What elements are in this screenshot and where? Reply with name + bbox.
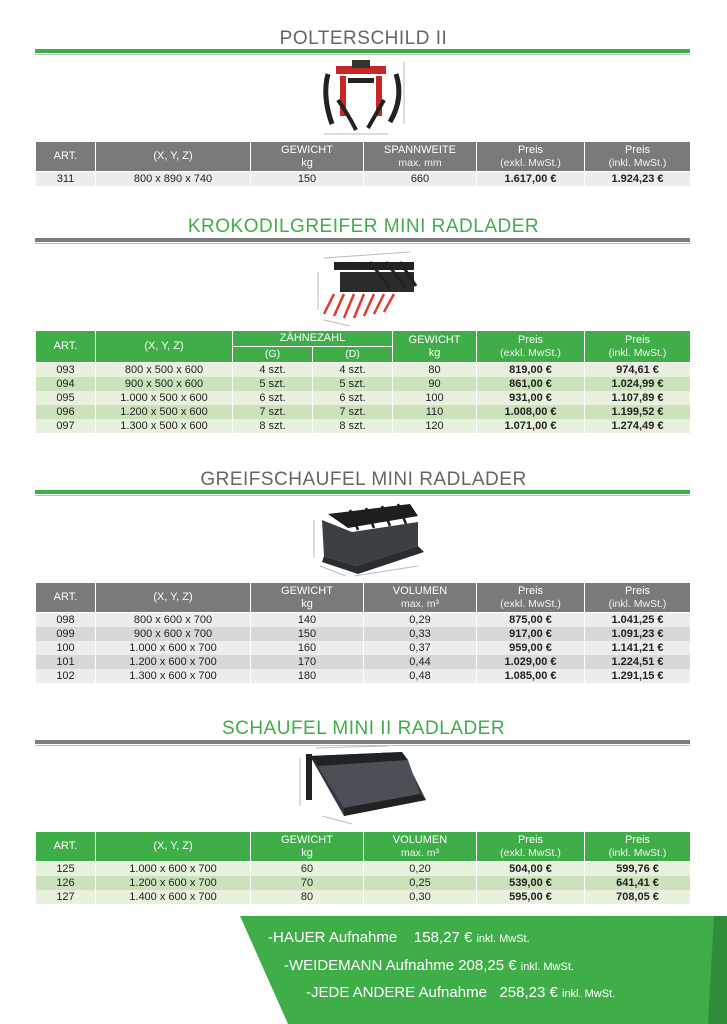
cell-preis-exkl: 819,00 € bbox=[477, 363, 585, 378]
header-gewicht: GEWICHT kg bbox=[251, 583, 364, 613]
cell-preis-inkl: 974,61 € bbox=[585, 363, 691, 378]
price-table-schaufel bbox=[35, 831, 691, 904]
section-divider bbox=[35, 238, 690, 244]
cell-gewicht: 80 bbox=[251, 890, 364, 904]
header-zaehne-d: (D) bbox=[313, 347, 393, 363]
cell-zaehne-g: 5 szt. bbox=[233, 377, 313, 391]
cell-art: 101 bbox=[36, 655, 96, 669]
cell-spannweite: 660 bbox=[364, 172, 477, 187]
table-row bbox=[36, 419, 691, 433]
table-row bbox=[36, 377, 691, 391]
section-title-krokodilgreifer: KROKODILGREIFER MINI RADLADER bbox=[187, 216, 540, 237]
cell-gewicht: 60 bbox=[251, 862, 364, 877]
cell-preis-inkl: 1.091,23 € bbox=[585, 627, 691, 641]
cell-volumen: 0,30 bbox=[364, 890, 477, 904]
cell-preis-exkl: 861,00 € bbox=[477, 377, 585, 391]
cell-dims: 1.000 x 500 x 600 bbox=[96, 391, 233, 405]
polterschild-image bbox=[318, 56, 410, 138]
cell-art: 098 bbox=[36, 613, 96, 628]
cell-gewicht: 150 bbox=[251, 627, 364, 641]
cell-art: 100 bbox=[36, 641, 96, 655]
header-art: ART. bbox=[36, 331, 96, 363]
cell-preis-exkl: 504,00 € bbox=[477, 862, 585, 877]
cell-dims: 1.400 x 600 x 700 bbox=[96, 890, 251, 904]
cell-volumen: 0,48 bbox=[364, 669, 477, 683]
cell-dims: 900 x 500 x 600 bbox=[96, 377, 233, 391]
cell-preis-exkl: 959,00 € bbox=[477, 641, 585, 655]
section-title-schaufel: SCHAUFEL MINI II RADLADER bbox=[221, 718, 506, 739]
cell-dims: 800 x 500 x 600 bbox=[96, 363, 233, 378]
cell-volumen: 0,25 bbox=[364, 876, 477, 890]
table-row bbox=[36, 876, 691, 890]
cell-gewicht: 170 bbox=[251, 655, 364, 669]
cell-gewicht: 70 bbox=[251, 876, 364, 890]
table-row bbox=[36, 613, 691, 628]
table-row bbox=[36, 655, 691, 669]
footer-item-hauer: -HAUER Aufnahme 158,27 € inkl. MwSt. bbox=[268, 929, 530, 946]
header-gewicht: GEWICHT kg bbox=[251, 142, 364, 172]
header-dims: (X, Y, Z) bbox=[96, 142, 251, 172]
cell-preis-inkl: 708,05 € bbox=[585, 890, 691, 904]
header-art: ART. bbox=[36, 832, 96, 862]
cell-preis-inkl: 1.924,23 € bbox=[585, 172, 691, 187]
price-table-greifschaufel bbox=[35, 582, 691, 683]
cell-zaehne-d: 7 szt. bbox=[313, 405, 393, 419]
header-dims: (X, Y, Z) bbox=[96, 583, 251, 613]
cell-preis-exkl: 1.071,00 € bbox=[477, 419, 585, 433]
header-art: ART. bbox=[36, 142, 96, 172]
table-row bbox=[36, 391, 691, 405]
cell-art: 127 bbox=[36, 890, 96, 904]
cell-volumen: 0,33 bbox=[364, 627, 477, 641]
cell-art: 311 bbox=[36, 172, 96, 187]
header-volumen: VOLUMEN max. m³ bbox=[364, 583, 477, 613]
accessory-price-banner bbox=[240, 916, 727, 1024]
cell-art: 125 bbox=[36, 862, 96, 877]
cell-gewicht: 120 bbox=[393, 419, 477, 433]
cell-dims: 1.200 x 500 x 600 bbox=[96, 405, 233, 419]
footer-item-weidemann: -WEIDEMANN Aufnahme 208,25 € inkl. MwSt. bbox=[284, 957, 574, 974]
section-title-greifschaufel: GREIFSCHAUFEL MINI RADLADER bbox=[200, 469, 527, 490]
price-table-polterschild bbox=[35, 141, 691, 186]
cell-preis-exkl: 539,00 € bbox=[477, 876, 585, 890]
cell-zaehne-d: 4 szt. bbox=[313, 363, 393, 378]
cell-gewicht: 180 bbox=[251, 669, 364, 683]
cell-volumen: 0,44 bbox=[364, 655, 477, 669]
cell-dims: 900 x 600 x 700 bbox=[96, 627, 251, 641]
cell-preis-exkl: 875,00 € bbox=[477, 613, 585, 628]
cell-preis-inkl: 1.291,15 € bbox=[585, 669, 691, 683]
greifschaufel-image bbox=[306, 496, 426, 580]
section-divider bbox=[35, 49, 690, 55]
cell-art: 097 bbox=[36, 419, 96, 433]
cell-preis-inkl: 1.107,89 € bbox=[585, 391, 691, 405]
table-row bbox=[36, 627, 691, 641]
cell-preis-exkl: 1.008,00 € bbox=[477, 405, 585, 419]
cell-volumen: 0,37 bbox=[364, 641, 477, 655]
cell-dims: 800 x 600 x 700 bbox=[96, 613, 251, 628]
cell-preis-inkl: 1.141,21 € bbox=[585, 641, 691, 655]
header-art: ART. bbox=[36, 583, 96, 613]
cell-preis-exkl: 1.029,00 € bbox=[477, 655, 585, 669]
table-row bbox=[36, 405, 691, 419]
cell-art: 094 bbox=[36, 377, 96, 391]
header-preis-inkl: Preis (inkl. MwSt.) bbox=[585, 142, 691, 172]
footer-item-jede-andere: -JEDE ANDERE Aufnahme 258,23 € inkl. MwSt. bbox=[306, 984, 616, 1001]
cell-preis-inkl: 599,76 € bbox=[585, 862, 691, 877]
cell-art: 093 bbox=[36, 363, 96, 378]
header-preis-inkl: Preis (inkl. MwSt.) bbox=[585, 331, 691, 363]
header-preis-exkl: Preis (exkl. MwSt.) bbox=[477, 331, 585, 363]
cell-preis-inkl: 1.041,25 € bbox=[585, 613, 691, 628]
price-table-krokodilgreifer bbox=[35, 330, 691, 433]
header-gewicht: GEWICHT kg bbox=[393, 331, 477, 363]
header-preis-exkl: Preis (exkl. MwSt.) bbox=[477, 832, 585, 862]
cell-gewicht: 100 bbox=[393, 391, 477, 405]
cell-preis-inkl: 1.199,52 € bbox=[585, 405, 691, 419]
table-row bbox=[36, 669, 691, 683]
schaufel-image bbox=[292, 744, 432, 826]
cell-gewicht: 110 bbox=[393, 405, 477, 419]
table-row bbox=[36, 172, 691, 187]
header-spannweite: SPANNWEITE max. mm bbox=[364, 142, 477, 172]
cell-zaehne-d: 8 szt. bbox=[313, 419, 393, 433]
cell-zaehne-g: 8 szt. bbox=[233, 419, 313, 433]
cell-art: 095 bbox=[36, 391, 96, 405]
cell-dims: 1.000 x 600 x 700 bbox=[96, 862, 251, 877]
cell-dims: 1.300 x 500 x 600 bbox=[96, 419, 233, 433]
cell-preis-inkl: 1.224,51 € bbox=[585, 655, 691, 669]
cell-preis-exkl: 917,00 € bbox=[477, 627, 585, 641]
cell-gewicht: 90 bbox=[393, 377, 477, 391]
header-preis-inkl: Preis (inkl. MwSt.) bbox=[585, 832, 691, 862]
header-preis-exkl: Preis (exkl. MwSt.) bbox=[477, 142, 585, 172]
cell-art: 096 bbox=[36, 405, 96, 419]
header-zaehnezahl: ZÄHNEZAHL bbox=[233, 331, 393, 347]
cell-preis-exkl: 1.617,00 € bbox=[477, 172, 585, 187]
krokodilgreifer-image bbox=[310, 248, 422, 328]
cell-dims: 1.300 x 600 x 700 bbox=[96, 669, 251, 683]
table-row bbox=[36, 641, 691, 655]
table-row bbox=[36, 363, 691, 378]
header-preis-inkl: Preis (inkl. MwSt.) bbox=[585, 583, 691, 613]
cell-preis-exkl: 931,00 € bbox=[477, 391, 585, 405]
cell-zaehne-d: 5 szt. bbox=[313, 377, 393, 391]
cell-gewicht: 140 bbox=[251, 613, 364, 628]
cell-preis-inkl: 641,41 € bbox=[585, 876, 691, 890]
table-row bbox=[36, 862, 691, 877]
cell-dims: 1.200 x 600 x 700 bbox=[96, 876, 251, 890]
cell-gewicht: 80 bbox=[393, 363, 477, 378]
cell-art: 102 bbox=[36, 669, 96, 683]
cell-gewicht: 150 bbox=[251, 172, 364, 187]
cell-dims: 1.000 x 600 x 700 bbox=[96, 641, 251, 655]
header-preis-exkl: Preis (exkl. MwSt.) bbox=[477, 583, 585, 613]
header-volumen: VOLUMEN max. m³ bbox=[364, 832, 477, 862]
cell-volumen: 0,29 bbox=[364, 613, 477, 628]
table-row bbox=[36, 890, 691, 904]
cell-zaehne-g: 4 szt. bbox=[233, 363, 313, 378]
cell-zaehne-d: 6 szt. bbox=[313, 391, 393, 405]
cell-zaehne-g: 7 szt. bbox=[233, 405, 313, 419]
header-dims: (X, Y, Z) bbox=[96, 832, 251, 862]
header-gewicht: GEWICHT kg bbox=[251, 832, 364, 862]
section-title-polterschild: POLTERSCHILD II bbox=[279, 28, 448, 49]
cell-preis-inkl: 1.274,49 € bbox=[585, 419, 691, 433]
cell-volumen: 0,20 bbox=[364, 862, 477, 877]
cell-art: 099 bbox=[36, 627, 96, 641]
cell-zaehne-g: 6 szt. bbox=[233, 391, 313, 405]
header-zaehne-g: (G) bbox=[233, 347, 313, 363]
header-dims: (X, Y, Z) bbox=[96, 331, 233, 363]
cell-preis-exkl: 595,00 € bbox=[477, 890, 585, 904]
cell-dims: 1.200 x 600 x 700 bbox=[96, 655, 251, 669]
cell-preis-inkl: 1.024,99 € bbox=[585, 377, 691, 391]
cell-gewicht: 160 bbox=[251, 641, 364, 655]
cell-art: 126 bbox=[36, 876, 96, 890]
cell-preis-exkl: 1.085,00 € bbox=[477, 669, 585, 683]
cell-dims: 800 x 890 x 740 bbox=[96, 172, 251, 187]
